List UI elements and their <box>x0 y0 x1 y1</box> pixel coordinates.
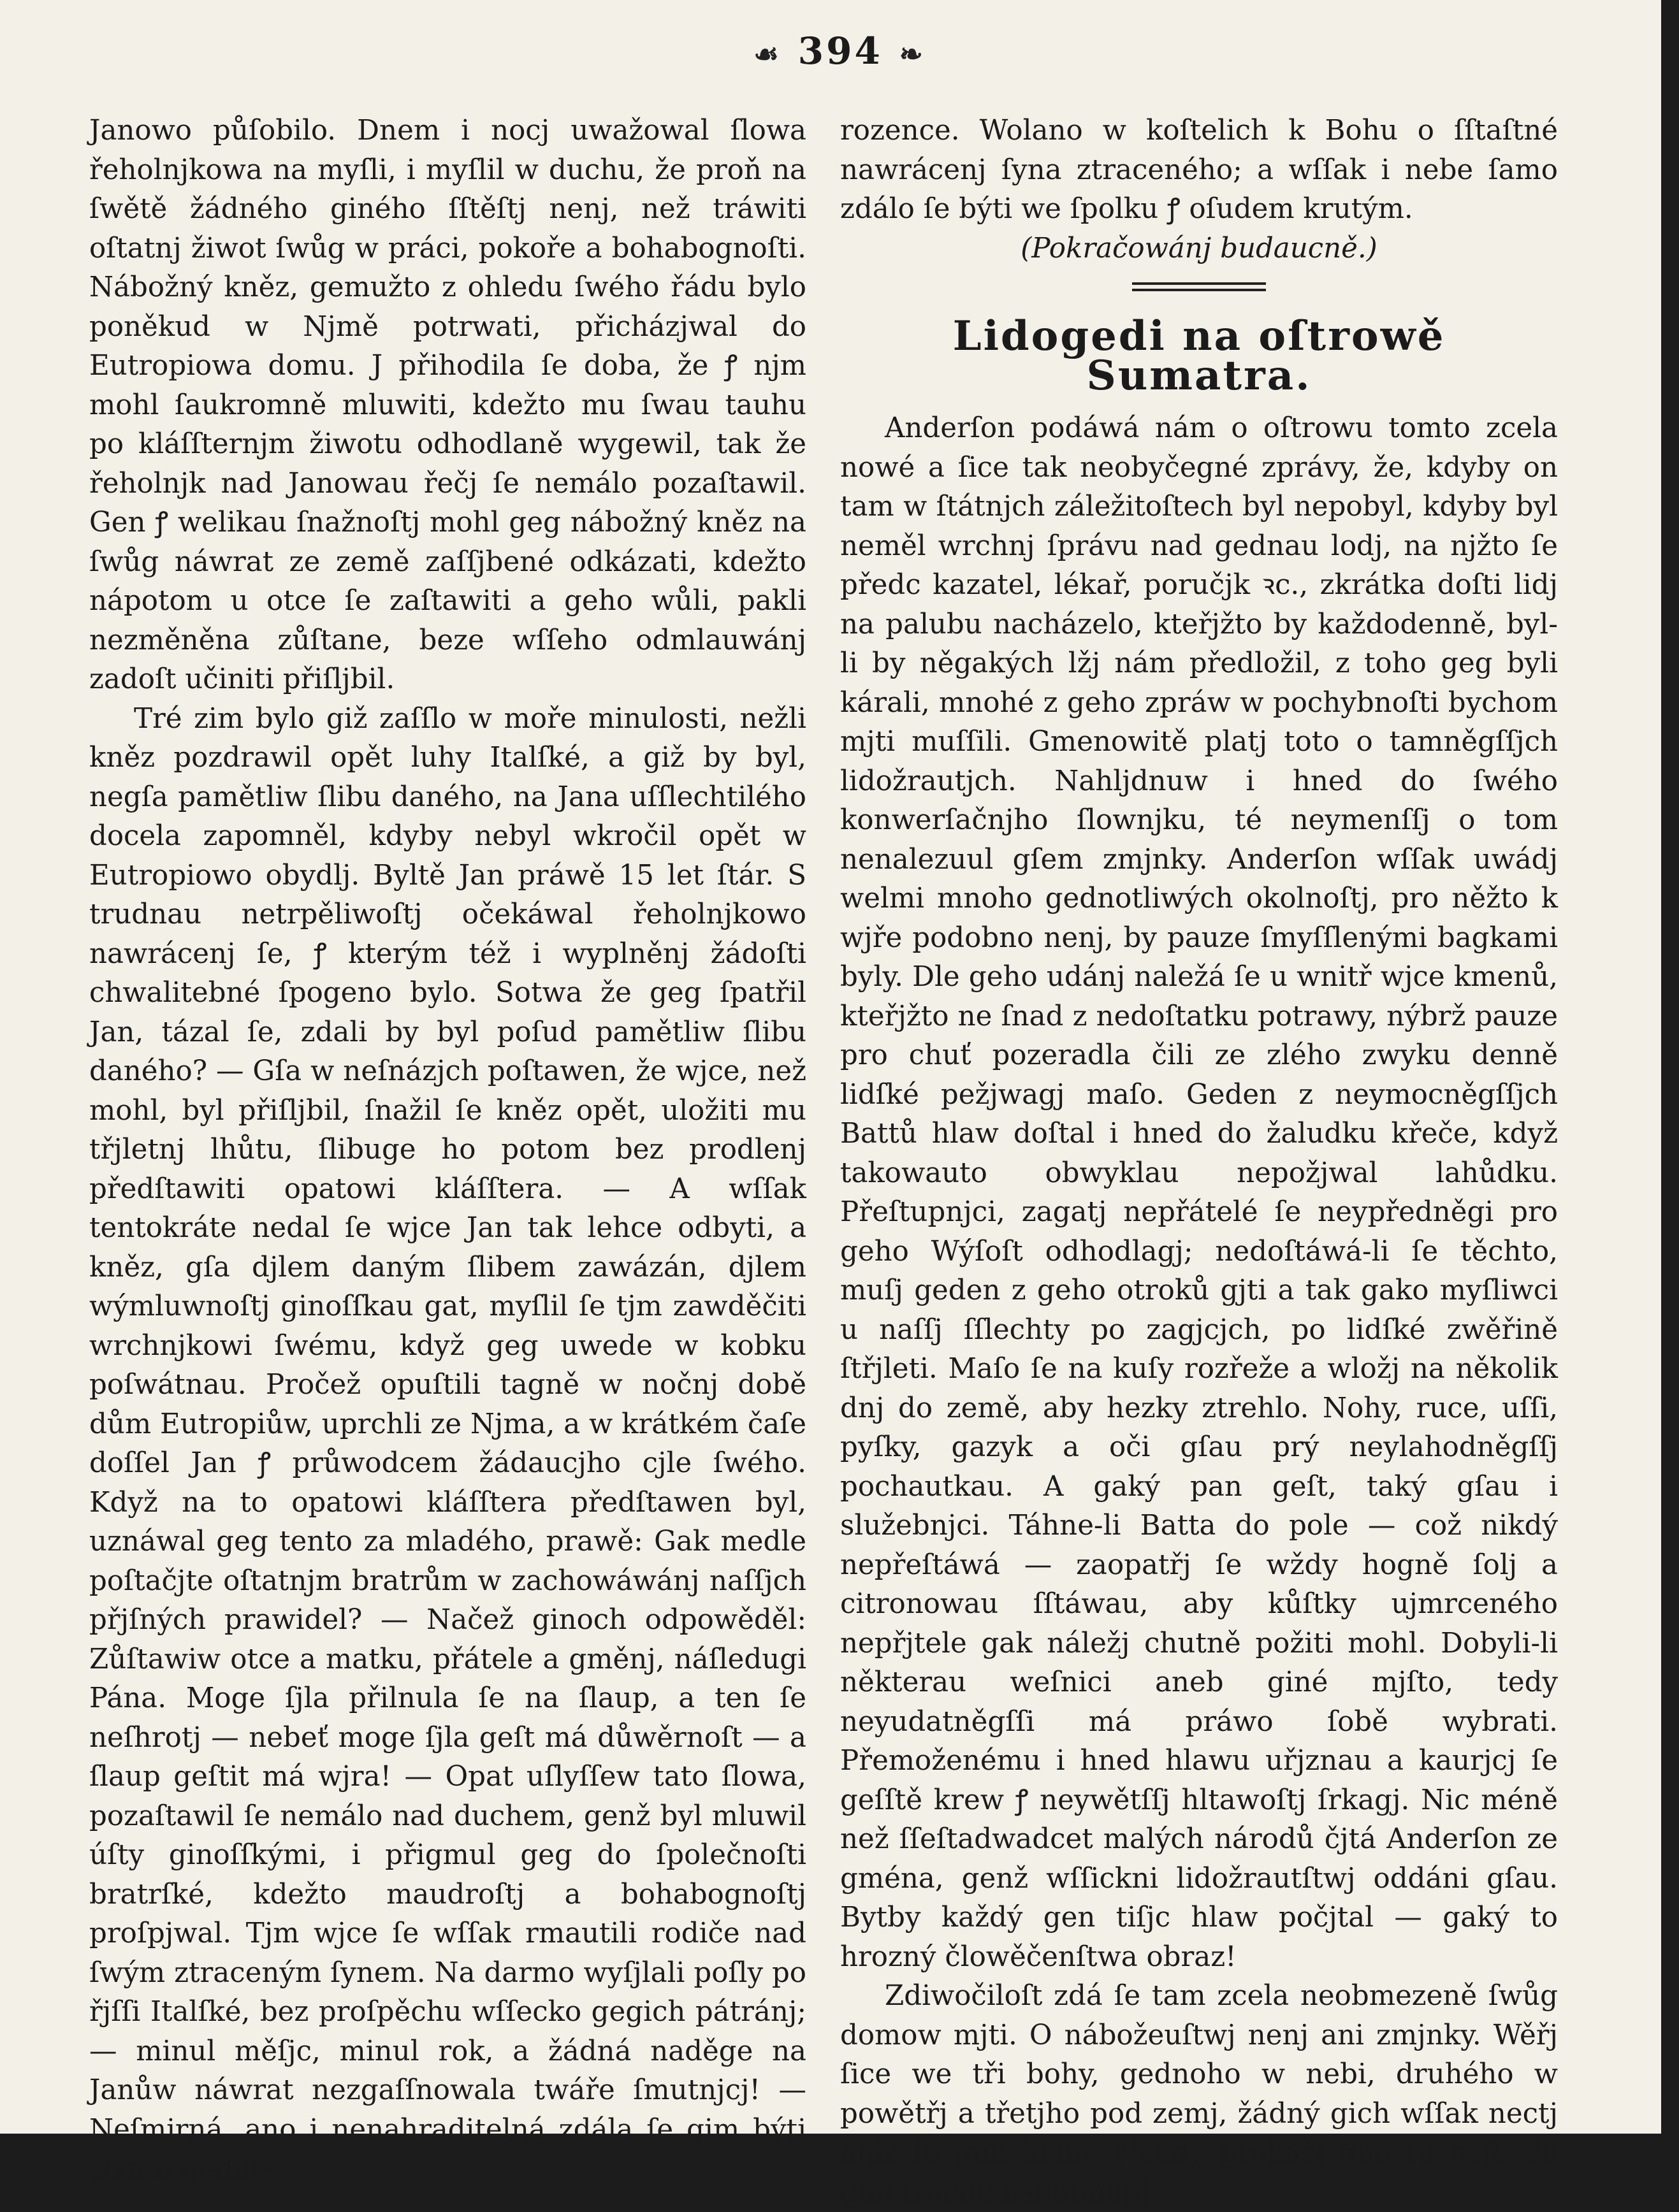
left-paragraph-2: Tré zim bylo giž zaſſlo w moře minulosti, nežli kněz pozdrawil opět luhy Italſké, a giž by byl, negſa pamětliw ſlibu daného, na Jana uſſlechtilého docela zapomněl, kdyby nebyl wkročil opět w Eutropiowo obydlj. Byltě Jan práwě 15 let ſtár. S trudnau netrpěliwoſtj očekáwal řeholnjkowo nawrácenj ſe, ꝭ kterým též i wyplněnj žádoſti chwalitebné ſpogeno bylo. Sotwa že geg ſpatřil Jan, tázal ſe, zdali by byl poſud pamětliw ſlibu daného? — Gſa w neſnázjch poſtawen, že wjce, než mohl, byl přiſljbil, ſnažil ſe kněz opět, uložiti mu třjletnj lhůtu, ſlibuge ho potom bez prodlenj předſtawiti opatowi kláſſtera. — A wſſak tentokráte nedal ſe wjce Jan tak lehce odbyti, a kněz, gſa djlem daným ſlibem zawázán, djlem wýmluwnoſtj ginoſſkau gat, myſlil ſe tjm zawděčiti wrchnjkowi ſwému, když geg uwede w kobku poſwátnau. Pročež opuſtili tagně w nočnj době dům Eutropiůw, uprchli ze Njma, a w krátkém čaſe doſſel Jan ꝭ průwodcem žádaucjho cjle ſwého. Když na to opatowi kláſſtera předſtawen byl, uznáwal geg tento za mladého, prawě: Gak medle poſtačjte oſtatnjm bratrům w zachowáwánj naſſjch přjſných prawidel? — Načež ginoch odpowěděl: Zůſtawiw otce a matku, přátele a gměnj, náſledugi Pána. Moge ſjla přilnula ſe na ſlaup, a ten ſe neſhrotj — nebeť moge ſjla geſt má důwěrnoſt — a ſlaup geſtit má wjra! — Opat uſlyſſew tato ſlowa, pozaſtawil ſe nemálo nad duchem, genž byl mluwil úſty ginoſſkými, i přigmul geg do ſpolečnoſti bratrſké, kdežto maudroſtj a bohabognoſtj proſpjwal. Tjm wjce ſe wſſak rmautili rodiče nad ſwým ztraceným ſynem. Na darmo wyſjlali poſly po řjſſi Italſké, bez proſpěchu wſſecko gegich pátránj; — minul měſjc, minul rok, a žádná naděge na Janůw náwrat nezgaſſnowala twáře ſmutnjcj! — Neſmjrná, ano i nenahraditelná zdála ſe gim býti ztráta gedno- <box>89 702 806 2185</box>
article-paragraph-2: Zdiwočiloſt zdá ſe tam zcela neobmezeně ſwůg domow mjti. O nábožeuſtwj nenj ani zmjnky. Wěřj ſice we tři bohy, gednoho w nebi, druhého w powětřj a třetjho pod zemj, žádný gich wſſak nectj aniž ſe gim klanj. Někdy prokážj gim tu čeſt, že gim trochu zabubnugj. <box>840 1980 1558 2208</box>
left-column <box>89 112 806 2189</box>
article-paragraph-1: Anderſon podáwá nám o oſtrowu tomto zcela nowé a ſice tak neobyčegné zprávy, že, kdyby on tam w ſtátnjch záležitoſtech byl nepobyl, kdyby byl neměl wrchnj ſprávu nad gednau lodj, na njžto ſe předc kazatel, lékař, poručjk ꝛc., zkrátka doſti lidj na palubu nacházelo, kteřjžto by každodenně, byl-li by něgakých lžj nám předložil, z toho geg byli kárali, mnohé z geho zpráw w pochybnoſti bychom mjti muſſili. Gmenowitě platj toto o tamněgſſjch lidožrautjch. Nahljdnuw i hned do ſwého konwerſačnjho ſlownjku, té neymenſſj o tom nenalezuul gſem zmjnky. Anderſon wſſak uwádj welmi mnoho gednotliwých okolnoſtj, pro něžto k wjře podobno nenj, by pauze ſmyſſlenými bagkami byly. Dle geho udánj naležá ſe u wnitř wjce kmenů, kteřjžto ne ſnad z nedoſtatku potrawy, nýbrž pauze pro chuť pozeradla čili ze zlého zwyku denně lidſké pežjwagj maſo. Geden z neymocněgſſjch Battů hlaw doſtal i hned do žaludku křeče, když takowauto obwyklau nepožjwal lahůdku. Přeſtupnjci, zagatj nepřátelé ſe neypředněgi pro geho Wýſoſt odhodlagj; nedoſtáwá-li ſe těchto, muſj geden z geho otroků gjti a tak gako myſliwci u naſſj ſſlechty po zagjcjch, po lidſké zwěřině ſtřjleti. Maſo ſe na kuſy rozřeže a wložj na několik dnj do země, aby hezky ztrehlo. Nohy, ruce, uſſi, pyſky, gazyk a oči gſau prý neylahodněgſſj pochautkau. A gaký pan geſt, taký gſau i služebnjci. Táhne-li Batta do pole — což nikdý nepřeſtáwá — zaopatřj ſe wždy hogně ſolj a citronowau ſſtáwau, aby kůſtky ujmrceného nepřjtele gak náležj chutně požiti mohl. Dobyli-li některau weſnici aneb giné mjſto, tedy neyudatněgſſi má práwo ſobě wybrati. Přemoženému i hned hlawu uřjznau a kaurjcj ſe geſſtě krew ꝭ neywětſſj hltawoſtj ſrkagj. Nic méně než ſſeſtadwadcet malých národů čjtá Anderſon ze gména, genž wſſickni lidožrautſtwj oddáni gſau. Bytby každý gen tiſjc hlaw počjtal — gaký to hrozný člowěčenſtwa obraz! <box>840 412 1558 1973</box>
section-divider <box>840 278 1558 298</box>
page-header <box>0 29 1679 73</box>
continued-note: (Pokračowánj budaucně.) <box>1021 232 1377 264</box>
left-hand-ornament-icon: ☙ <box>753 38 781 71</box>
right-hand-ornament-icon: ❧ <box>899 38 926 71</box>
article-title: Lidogedi na oſtrowě Sumatra. <box>952 312 1446 400</box>
story-continuation: rozence. Wolano w koſtelich k Bohu o ſſtaſtné nawrácenj ſyna ztraceného; a wſſak i nebe ſamo zdálo ſe býti we ſpolku ꝭ oſudem krutým. <box>840 115 1558 225</box>
page-number: 394 <box>797 29 883 73</box>
scan-edge <box>1661 0 1679 2134</box>
left-paragraph-1: Janowo půſobilo. Dnem i nocj uwažowal ſlowa řeholnjkowa na myſli, i myſlil w duchu, že proň na ſwětě žádného giného ſſtěſtj nenj, než tráwiti oſtatnj žiwot ſwůg w práci, pokoře a bohabognoſti. Nábožný kněz, gemužto z ohledu ſwého řádu bylo poněkud w Njmě potrwati, přicházjwal do Eutropiowa domu. J přihodila ſe doba, že ꝭ njm mohl ſaukromně mluwiti, kdežto mu ſwau tauhu po kláſſternjm žiwotu odhodlaně wygewil, tak že řeholnjk nad Janowau řečj ſe nemálo pozaſtawil. Gen ꝭ welikau ſnažnoſtj mohl geg nábožný kněz na ſwůg náwrat ze země zaſſjbené odkázati, kdežto nápotom u otce ſe zaſtawiti a geho wůli, pakli nezměněna zůſtane, beze wſſeho odmlauwánj zadoſt učiniti přiſljbil. <box>89 115 806 695</box>
right-column <box>840 112 1558 2212</box>
